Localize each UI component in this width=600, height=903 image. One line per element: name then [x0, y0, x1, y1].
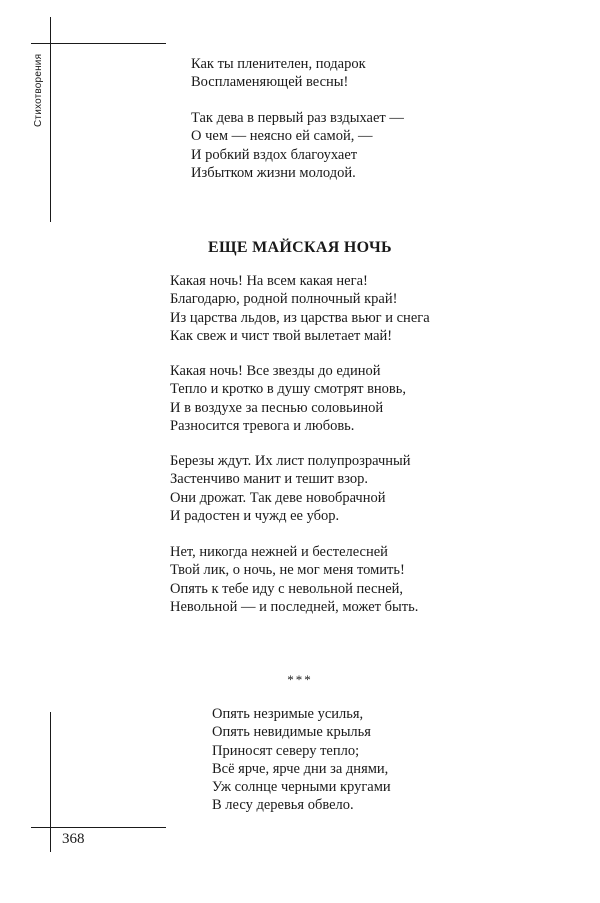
poem2-stanza-3: [170, 452, 411, 525]
verse-line: Избытком жизни молодой.: [191, 164, 356, 181]
verse-line: В лесу деревья обвело.: [212, 797, 354, 814]
verse-line: И радостен и чужд ее убор.: [170, 507, 340, 524]
poem1-stanza-1: [191, 55, 366, 92]
verse-line: Воспламеняющей весны!: [191, 74, 349, 91]
verse-line: Так дева в первый раз вздыхает —: [191, 110, 404, 126]
verse-line: И робкий вздох благоухает: [191, 146, 358, 163]
margin-rule-horizontal-bottom: [31, 827, 166, 828]
verse-line: Опять незримые усилья,: [212, 706, 364, 722]
margin-rule-vertical-bottom: [50, 712, 51, 852]
verse-line: Всё ярче, ярче дни за днями,: [212, 760, 389, 777]
verse-line: Опять к тебе иду с невольной песней,: [170, 580, 404, 597]
verse-line: Невольной — и последней, может быть.: [170, 598, 419, 615]
poem1-stanza-2: [191, 109, 404, 182]
poem2-stanza-1: [170, 272, 430, 345]
verse-line: Опять невидимые крылья: [212, 724, 371, 741]
margin-rule-horizontal-top: [31, 43, 166, 44]
poem2-stanza-4: [170, 543, 418, 616]
verse-line: Разносится тревога и любовь.: [170, 417, 355, 434]
page-number: 368: [62, 831, 85, 847]
poem2-stanza-2: [170, 362, 406, 435]
verse-line: Какая ночь! На всем какая нега!: [170, 273, 368, 289]
verse-line: Они дрожат. Так деве новобрачной: [170, 489, 386, 506]
verse-line: Благодарю, родной полночный край!: [170, 291, 398, 308]
verse-line: О чем — неясно ей самой, —: [191, 128, 373, 145]
poem-title: ЕЩЕ МАЙСКАЯ НОЧЬ: [208, 239, 392, 256]
verse-line: Из царства льдов, из царства вьюг и снега: [170, 309, 430, 326]
verse-line: Нет, никогда нежней и бестелесней: [170, 544, 388, 560]
verse-line: И в воздухе за песнью соловьиной: [170, 399, 384, 416]
running-head: Стихотворения: [33, 54, 44, 128]
verse-line: Тепло и кротко в душу смотрят вновь,: [170, 381, 407, 398]
verse-line: Березы ждут. Их лист полупрозрачный: [170, 453, 411, 469]
verse-line: Как ты пленителен, подарок: [191, 56, 366, 72]
verse-line: Какая ночь! Все звезды до единой: [170, 363, 381, 379]
verse-line: Застенчиво манит и тешит взор.: [170, 471, 368, 488]
poem3-stanza-1: [212, 705, 391, 815]
verse-line: Приносят северу тепло;: [212, 742, 360, 759]
verse-line: Как свеж и чист твой вылетает май!: [170, 327, 393, 344]
margin-rule-vertical-top: [50, 17, 51, 222]
verse-line: Уж солнце черными кругами: [212, 779, 391, 796]
verse-line: Твой лик, о ночь, не мог меня томить!: [170, 562, 405, 579]
poem-separator: ***: [287, 672, 313, 687]
